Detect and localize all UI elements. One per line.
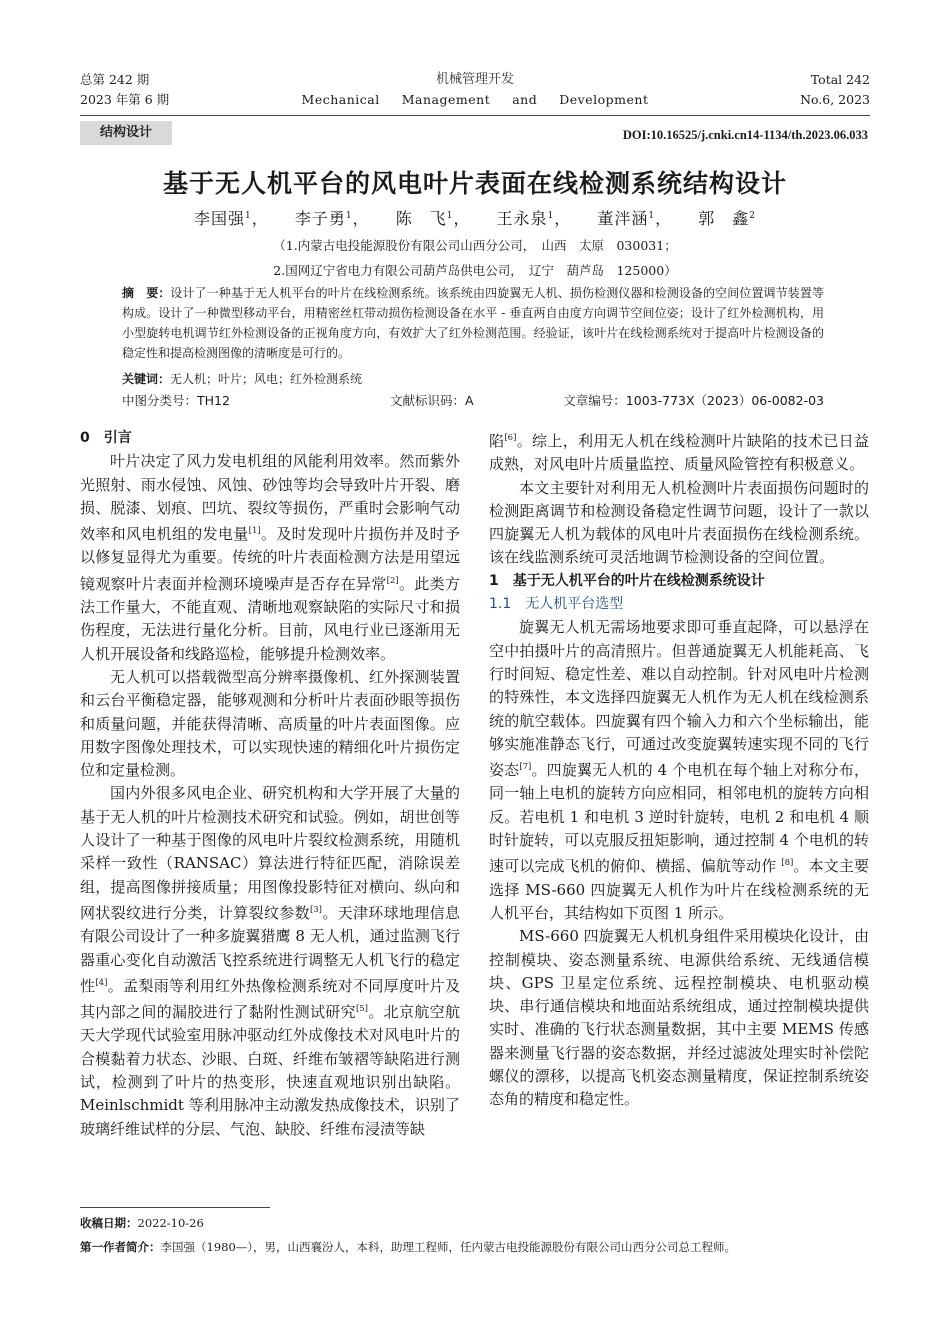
keywords	[122, 369, 824, 389]
subsection-heading-1-1: 1.1 无人机平台选型	[489, 596, 624, 613]
section-heading-1: 1 基于无人机平台的叶片在线检测系统设计	[489, 572, 765, 589]
keywords-text: 无人机；叶片；风电；红外检测系统	[170, 372, 363, 386]
journal-name-cn: 机械管理开发	[435, 72, 514, 87]
document-code: 文献标识码：A	[390, 393, 474, 408]
journal-name-en-word: Development	[559, 92, 649, 107]
running-header	[80, 70, 870, 114]
body-paragraph: 无人机可以搭载微型高分辨率摄像机、红外探测装置和云台平衡稳定器，能够观测和分析叶片表面砂眼等损伤和质量问题，并能获得清晰、高质量的叶片表面图像。应用数字图像处理技术，可以实现快速的精细化叶片损伤定位和定量检测。	[80, 667, 460, 780]
affiliation-1: （1.内蒙古电投能源股份有限公司山西分公司， 山西 太原 030031；	[273, 238, 677, 253]
classification-line	[122, 391, 824, 411]
citation: [6]	[504, 433, 517, 443]
author-list	[0, 206, 950, 229]
header-journal-name	[80, 70, 870, 110]
issue-year: 2023 年第 6 期	[80, 92, 170, 107]
issue-no-en: No.6, 2023	[800, 92, 870, 107]
body-paragraph-continued: 陷[6]。综上，利用无人机在线检测叶片缺陷的技术已日益成熟，对风电叶片质量监控、质量风险管控有积极意义。	[489, 432, 869, 474]
footnote-received: 收稿日期：2022-10-26	[80, 1216, 204, 1230]
citation: [4]	[95, 977, 108, 988]
paper-title: 基于无人机平台的风电叶片表面在线检测系统结构设计	[162, 169, 787, 198]
affiliation-2: 2.国网辽宁省电力有限公司葫芦岛供电公司， 辽宁 葫芦岛 125000）	[273, 263, 677, 278]
footnote-rule	[80, 1207, 270, 1208]
section-tag: 结构设计	[80, 121, 172, 145]
left-column	[80, 427, 460, 1141]
journal-name-en-word: Mechanical	[301, 92, 380, 107]
body-paragraph: MS-660 四旋翼无人机机身组件采用模块化设计，由控制模块、姿态测量系统、电源供给系统、无线通信模块、GPS 卫星定位系统、远程控制模块、电机驱动模块、串行通信模块和地面站系统组成，通过控制模块提供实时、准确的飞行状态测量数据，其中主要 MEMS 传感器来测量飞行器的姿态数据，并经过滤波处理实时补偿陀螺仪的漂移，以提高飞机姿态测量精度，保证控制系统姿态角的精度和稳定性。	[489, 927, 869, 1109]
footnote-author-bio: 第一作者简介：李国强（1980—），男，山西襄汾人，本科，助理工程师，任内蒙古电投能源股份有限公司山西分公司总工程师。	[80, 1240, 737, 1254]
right-column	[489, 427, 869, 1112]
citation: [2]	[386, 575, 399, 586]
citation: [8]	[781, 858, 794, 869]
abstract-label: 摘 要：	[122, 286, 171, 300]
author: 李子勇$^1$，	[294, 209, 370, 228]
abstract-text: 设计了一种基于无人机平台的叶片在线检测系统。该系统由四旋翼无人机、损伤检测仪器和检测设备的空间位置调节装置等构成。设计了一种微型移动平台，用精密丝杠带动损伤检测设备在水平 - 垂直两自由度方向调节空间位姿；设计了红外检测机构，用小型旋转电机调节红外检测设备的正视角度方向，有效扩大了红外检测范围。经验证，该叶片在线检测系统对于提高叶片检测设备的稳定性和提高检测图像的清晰度是可行的。	[122, 286, 824, 360]
header-rule	[80, 115, 870, 116]
body-paragraph: 旋翼无人机无需场地要求即可垂直起降，可以悬浮在空中拍摄叶片的高清照片。但普通旋翼无人机能耗高、飞行时间短、稳定性差、难以自动控制。针对风电叶片检测的特殊性，本文选择四旋翼无人机作为无人机在线检测系统的航空载体。四旋翼有四个输入力和六个坐标输出，能够实施准静态飞行，可通过改变旋翼转速实现不同的飞行姿态[7]。四旋翼无人机的 4 个电机在每个轴上对称分布，同一轴上电机的旋转方向应相同，相邻电机的旋转方向相反。若电机 1 和电机 3 逆时针旋转，电机 2 和电机 4 顺时针旋转，可以克服反扭矩影响，通过控制 4 个电机的转速可以完成飞机的俯仰、横摇、偏航等动作 [8]。本文主要选择 MS-660 四旋翼无人机作为叶片在线检测系统的无人机平台，其结构如下页图 1 所示。	[489, 618, 869, 922]
issue-total: 总第 242 期	[80, 72, 150, 87]
abstract	[122, 283, 824, 363]
author: 董泮涵$^1$，	[597, 209, 673, 228]
keywords-label: 关键词：	[122, 372, 171, 386]
journal-name-en	[80, 90, 870, 110]
article-number: 文章编号：1003-773X（2023）06-0082-03	[563, 393, 824, 408]
journal-name-en-word: and	[512, 92, 538, 107]
total-en: Total 242	[810, 72, 870, 87]
doi: DOI:10.16525/j.cnki.cn14-1134/th.2023.06.033	[622, 128, 868, 142]
clc-number: 中图分类号：TH12	[122, 393, 230, 408]
body-paragraph: 本文主要针对利用无人机检测叶片表面损伤问题时的检测距离调节和检测设备稳定性调节问题，设计了一款以四旋翼无人机为载体的风电叶片表面损伤在线检测系统。该在线监测系统可灵活地调节检测设备的空间位置。	[489, 478, 869, 567]
body-paragraph: 国内外很多风电企业、研究机构和大学开展了大量的基于无人机的叶片检测技术研究和试验。例如，胡世创等人设计了一种基于图像的风电叶片裂纹检测系统，用随机采样一致性（RANSAC）算法进行特征匹配，消除误差组，提高图像拼接质量；用图像投影特征对横向、纵向和网状裂纹进行分类，计算裂纹参数[3]。天津环球地理信息有限公司设计了一种多旋翼猎鹰 8 无人机，通过监测飞行器重心变化自动激活飞控系统进行调整无人机飞行的稳定性[4]。孟梨雨等利用红外热像检测系统对不同厚度叶片及其内部之间的漏胶进行了黏附性测试研究[5]。北京航空航天大学现代试验室用脉冲驱动红外成像技术对风电叶片的合模黏着力状态、沙眼、白斑、纤维布皱褶等缺陷进行测试，检测到了叶片的热变形，快速直观地识别出缺陷。Meinlschmidt 等利用脉冲主动激发热成像技术，识别了玻璃纤维试样的分层、气泡、缺胶、纤维布浸渍等缺	[80, 784, 460, 1138]
section-heading-introduction: 0 引言	[80, 430, 132, 446]
author: 陈 飞$^1$，	[395, 209, 471, 228]
author: 郭 鑫$^2$	[698, 209, 757, 228]
header-issue-right	[800, 70, 870, 110]
citation: [3]	[309, 904, 322, 915]
body-paragraph: 叶片决定了风力发电机组的风能利用效率。然而紫外光照射、雨水侵蚀、风蚀、砂蚀等均会导致叶片开裂、磨损、脱漆、划痕、凹坑、裂纹等损伤，严重时会影响气动效率和风电机组的发电量[1]。及时发现叶片损伤并及时予以修复显得尤为重要。传统的叶片表面检测方法是用望远镜观察叶片表面并检测环境噪声是否存在异常[2]。此类方法工作量大，不能直观、清晰地观察缺陷的实际尺寸和损伤程度，无法进行量化分析。目前，风电行业已逐渐用无人机开展设备和线路巡检，能够提升检测效率。	[80, 452, 460, 663]
citation: [1]	[248, 526, 261, 537]
author: 王永泉$^1$，	[496, 209, 572, 228]
citation: [5]	[355, 1004, 368, 1015]
author: 李国强$^1$，	[193, 209, 269, 228]
citation: [7]	[519, 762, 532, 773]
journal-name-en-word: Management	[401, 92, 491, 107]
